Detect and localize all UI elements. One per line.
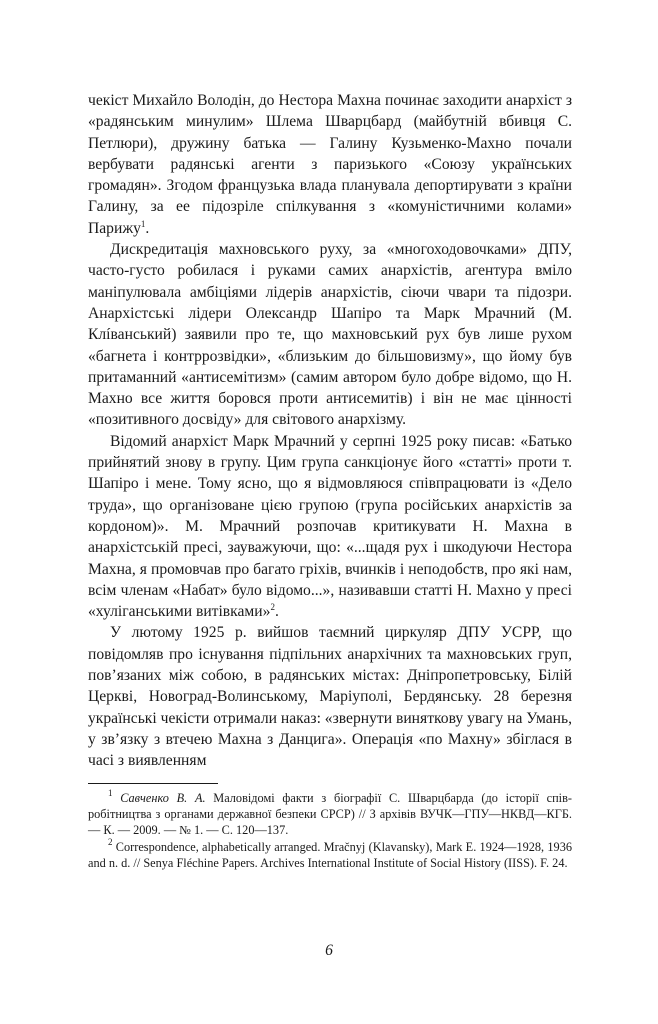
paragraph-3-text: Відомий анархіст Марк Мрачний у серпні 1925 року писав: «Батько прийнятий знову в групу. Цим група санкціонує його «статті» проти т. Шапіро і мене. Тому ясно, що я відмовляюся співпрацювати із «Дело труда», що організоване цією групою (група російських анархістів за кордоном)». М. Мрачний розпочав критикувати Н. Махна в анархістській пресі, зауважуючи, що: «...щадя рух і шкодуючи Нестора Махна, я промовчав про багато гріхів, вчинків і неподобств, про які нам, всім членам «Набат» було відомо...», називавши статті Н. Махно у пресі «хуліганськими витівками» [88,432,572,621]
footnote-ref-2[interactable]: 2 [270,602,275,613]
footnote-2 [88,836,572,872]
paragraph-3-tail: . [274,603,279,621]
footnote-2-text: Correspondence, alphabetically arranged. Mračnyj (Klavansky), Mark E. 1924—1928, 1936 and n. d. // Senya Fléchine Papers. Archives International Institute of Social History (IISS). F. 24. [88,839,572,871]
footnote-divider [88,783,218,784]
footnote-1-author: Савченко В. А. [120,790,206,805]
paragraph-3 [88,431,572,623]
paragraph-4 [88,622,572,771]
footnote-2-mark: 2 [108,836,113,847]
paragraph-4-text: У лютому 1925 р. вийшов таємний циркуляр ДПУ УСРР, що повідомляв про існування підпільних анархічних та махновських груп, пов’язаних між собою, в радянських містах: Дніпропетровську, Білій Церкві, Новоград-Волинському, Маріуполі, Бердянську. 28 березня українські чекісти отримали наказ: «звернути виняткову увагу на Умань, у зв’язку з втечею Махна з Данцига». Операція «по Махну» збіглася в часі з виявленням [88,624,572,770]
paragraph-2 [88,239,572,431]
paragraph-1-text: чекіст Михайло Володін, до Нестора Махна починає заходити анархіст з «радянським минулим» Шлема Шварцбард (майбутній вбивця С. Петлюри), дружину батька — Галину Кузьменко-Махно почали вербувати радянські агенти з паризького «Союзу українських громадян». Згодом французька влада планувала депортирувати з країни Галину, за ее підозріле спілкування з «комуністичними колами» Парижу [88,92,572,237]
footnote-1 [88,787,572,839]
page-body [88,90,572,872]
paragraph-1 [88,90,572,239]
paragraph-1-tail: . [145,219,150,237]
footnote-ref-1[interactable]: 1 [140,218,146,229]
paragraph-2-text: Дискредитація махновського руху, за «многоходовочками» ДПУ, часто-густо робилася і руками самих анархістів, агентура вміло маніпулювала амбіціями лідерів анархістів, сіючи чвари та підозри. Анархістські лідери Олександр Шапіро та Марк Мрачний (М. Клíванський) заявили про те, що махновський рух був лише рухом «багнета і контррозвідки», «близьким до більшовизму», що йому був притаманний «антисемітизм» (самим автором було добре відомо, що Н. Махно все життя боровся проти антисемитів) і він не має цінності «позитивного досвіду» для світового анархізму. [88,241,572,429]
footnote-1-mark: 1 [108,787,113,798]
page-number: 6 [325,942,333,959]
footnote-1-text: Маловідомі факти з біографії С. Шварцбарда (до історії співробітництва з органами державної безпеки СРСР) // З архівів ВУЧК—ГПУ—НКВД—КГБ. — К. — 2009. — № 1. — С. 120—137. [88,790,572,838]
